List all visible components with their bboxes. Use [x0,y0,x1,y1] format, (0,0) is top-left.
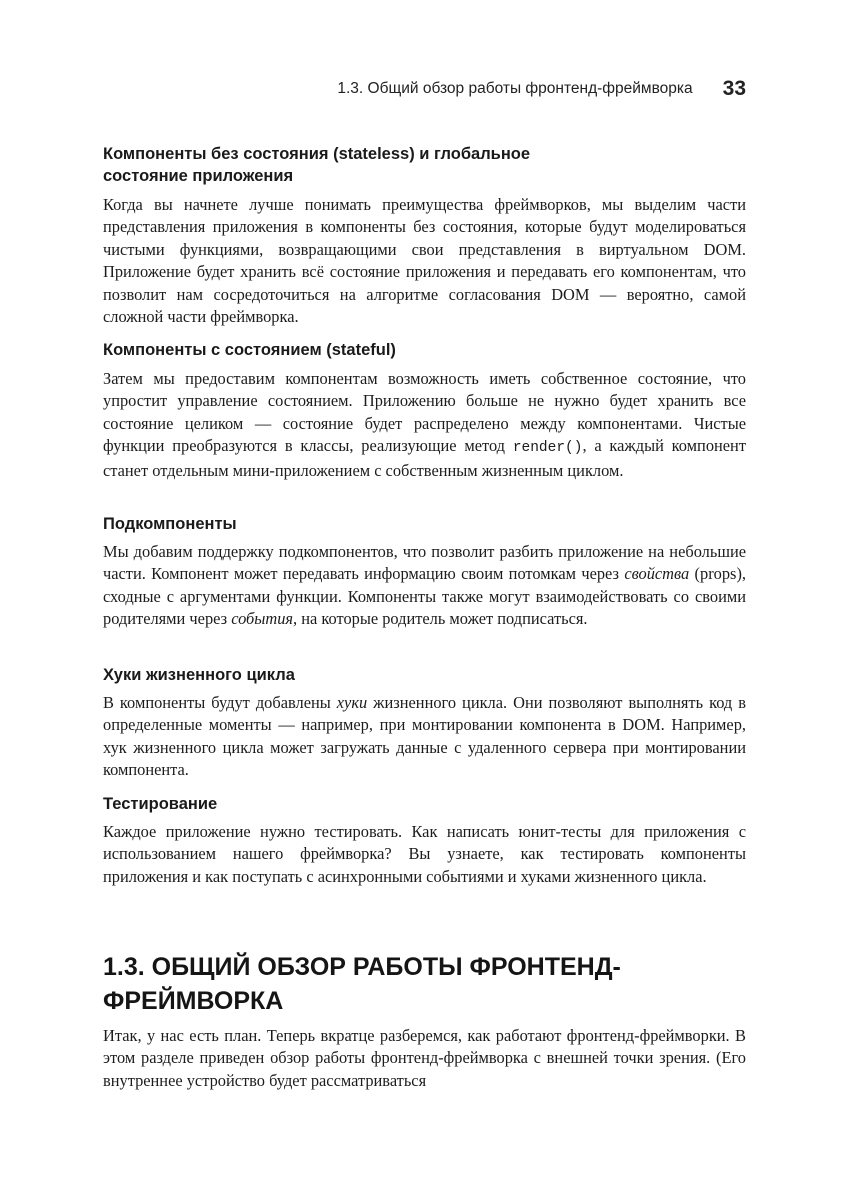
running-header [0,74,746,104]
subsection-heading-line-2: состояние приложения [103,167,294,185]
paragraph-testing: Каждое приложение нужно тестировать. Как написать юнит-тесты для приложения с использованием нашего фреймворка? Вы узнаете, как тестировать компоненты приложения и как поступать с асинхронными событиями и хуками жизненного цикла. [103,822,746,886]
emphasis-term: события [231,609,294,629]
paragraph-section-intro: Итак, у нас есть план. Теперь вкратце разберемся, как работают фронтенд-фреймворки. В этом разделе приведен обзор работы фронтенд-фреймворка с внешней точки зрения. (Его внутреннее устройство будет рассматриваться [103,1026,746,1090]
subsection-heading-testing: Тестирование [103,795,218,813]
paragraph-text: (props), сходные с аргументами функции. Компоненты также могут взаимодействовать со своими родителями через [103,564,746,629]
subsection-heading-stateful: Компоненты с состоянием (stateful) [103,341,396,359]
paragraph-text: , на которые родитель может подписаться. [293,609,588,629]
paragraph-stateless: Когда вы начнете лучше понимать преимущества фреймворков, мы выделим части представления приложения в компоненты без состояния, которые будут моделироваться чистыми функциями, возвращающими свои представления в виртуальном DOM. Приложение будет хранить всё состояние приложения и передавать его компонентам, что позволит нам сосредоточиться на алгоритме согласования DOM — вероятно, самой сложной части фреймворка. [103,195,746,327]
subsection-heading-line-1: Компоненты без состояния (stateless) и глобальное [103,145,531,163]
paragraph-hooks [103,692,746,782]
paragraph-text: Затем мы предоставим компонентам возможность иметь собственное состояние, что упростит управление состоянием. Приложению больше не нужно будет хранить все состояние целиком — состояние будет распределено между компонентами. Чистые функции преобразуются в классы, реализующие метод [103,369,746,456]
paragraph-stateful [103,368,746,482]
inline-code: render() [512,440,583,457]
subsection-heading-hooks: Хуки жизненного цикла [103,666,295,684]
section-heading-line-1: 1.3. ОБЩИЙ ОБЗОР РАБОТЫ ФРОНТЕНД- [103,953,621,981]
paragraph-text: Мы добавим поддержку подкомпонентов, что позволит разбить приложение на небольшие части. Компонент может передавать информацию своим потомкам через [103,542,746,584]
subsection-heading-subcomponents: Подкомпоненты [103,515,237,533]
subsection-heading-stateless [103,143,753,187]
paragraph-subcomponents [103,541,746,631]
emphasis-term: хуки [336,693,368,712]
page-number: 33 [722,77,746,100]
emphasis-term: свойства [624,564,690,584]
paragraph-text: , а каждый компонент станет отдельным мини-приложением с собственным жизненным циклом. [103,436,746,480]
section-heading-line-2: ФРЕЙМВОРКА [103,987,284,1015]
section-heading [103,950,743,1018]
paragraph-text: В компоненты будут добавлены [103,693,337,712]
running-header-title: 1.3. Общий обзор работы фронтенд-фреймворка [337,80,693,97]
paragraph-text: жизненного цикла. Они позволяют выполнять код в определенные моменты — например, при монтировании компонента в DOM. Например, хук жизненного цикла может загружать данные с удаленного сервера при монтировании компонента. [103,693,746,780]
